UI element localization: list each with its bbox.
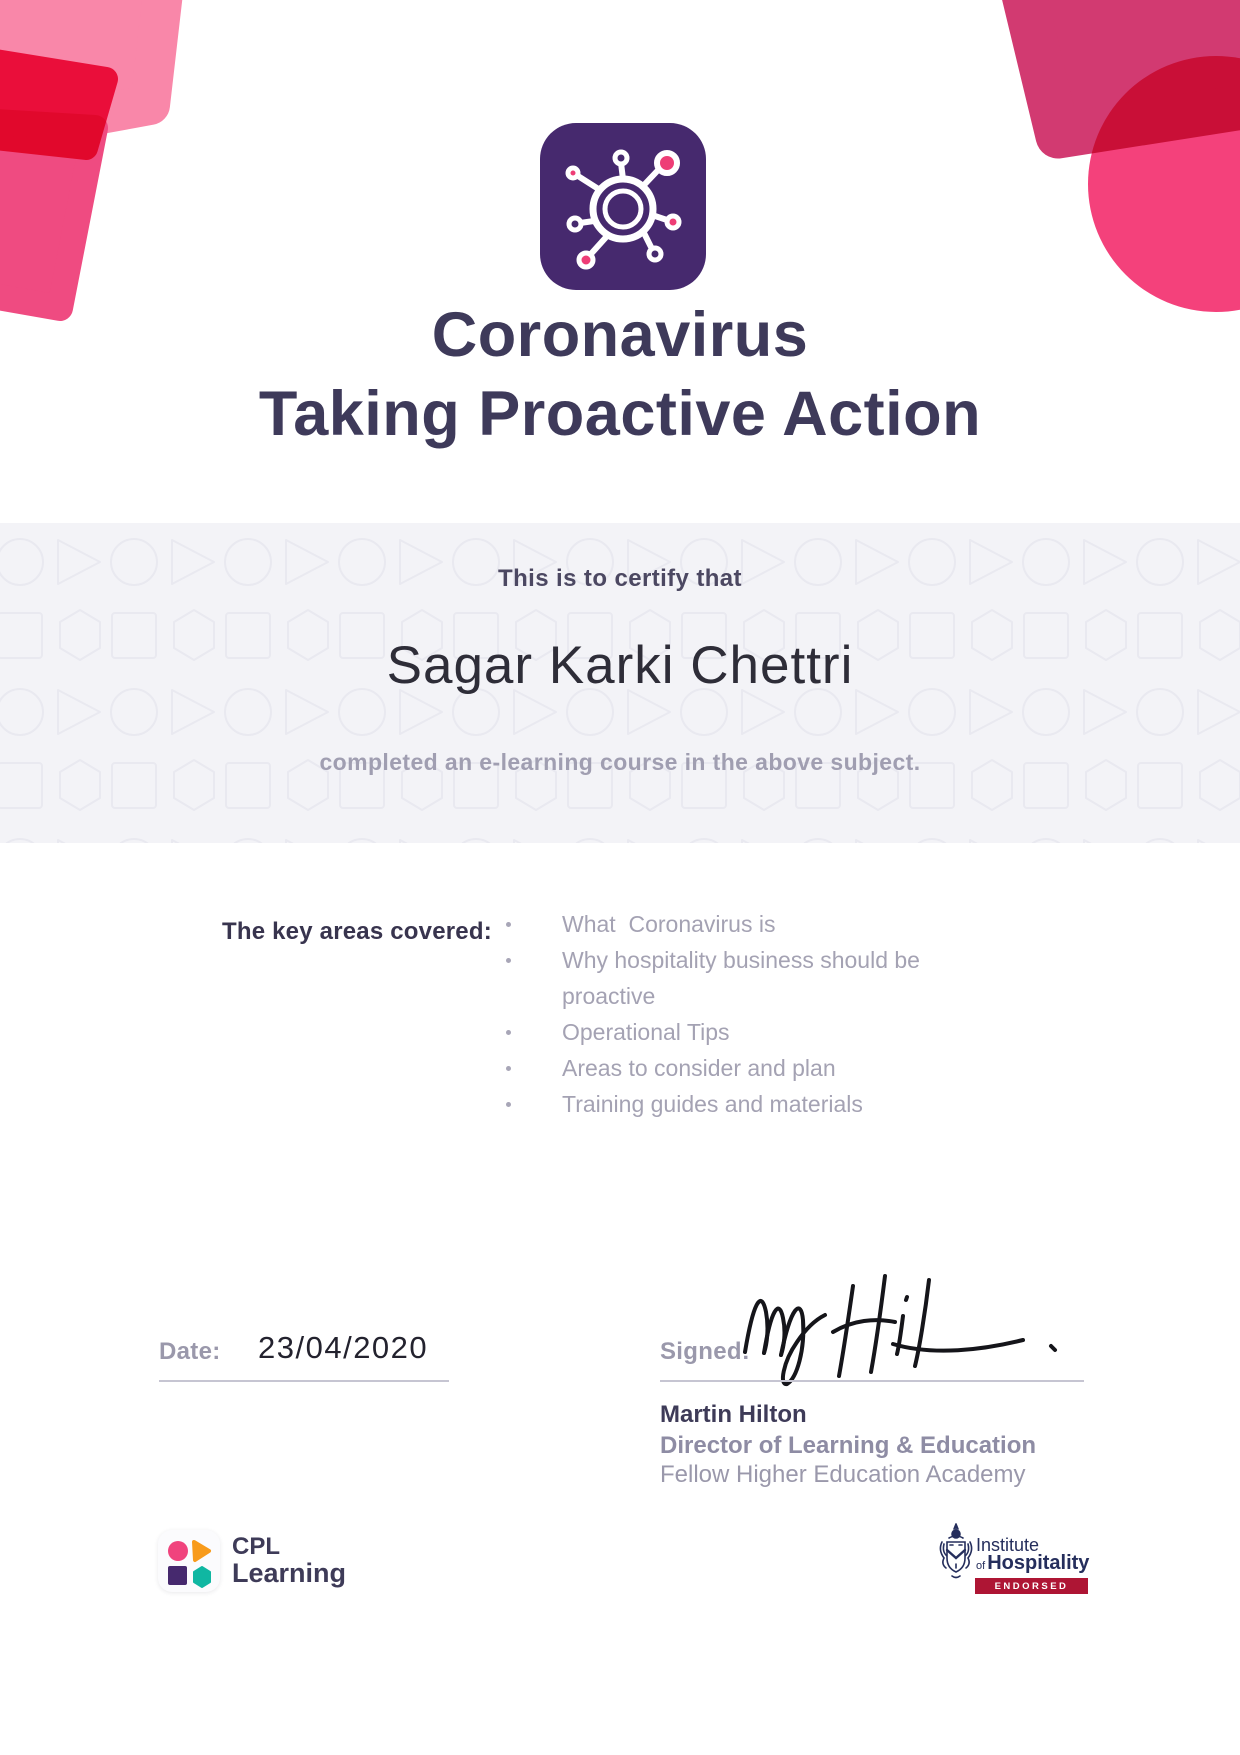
signer-fellowship: Fellow Higher Education Academy	[660, 1461, 1026, 1488]
cpl-learning-wordmark	[232, 1534, 346, 1587]
key-area-text: Training guides and materials	[562, 1091, 863, 1117]
key-area-text: Why hospitality business should be proactive	[562, 947, 927, 1009]
signer-role: Director of Learning & Education	[660, 1432, 1037, 1459]
key-area-item	[504, 1086, 924, 1122]
signature-image	[733, 1258, 1073, 1390]
bullet-icon	[506, 1102, 511, 1107]
cpl-learning-logo-tile	[158, 1530, 220, 1592]
signature-underline	[660, 1380, 1084, 1382]
certificate-title	[0, 296, 1240, 454]
certify-text: This is to certify that	[498, 565, 742, 592]
endorsed-badge: ENDORSED	[975, 1578, 1088, 1594]
bullet-icon	[506, 958, 511, 963]
key-area-item	[504, 1050, 924, 1086]
key-area-item	[504, 942, 927, 1014]
signed-label: Signed:	[660, 1338, 751, 1365]
title-line-1: Coronavirus	[431, 300, 809, 370]
key-areas-list	[504, 906, 927, 1122]
certify-band	[0, 523, 1240, 843]
key-area-text: Operational Tips	[562, 1019, 730, 1045]
key-area-text: What Coronavirus is	[562, 911, 776, 937]
institute-word-line1: Institute	[976, 1535, 1040, 1555]
institute-word-hospitality: Hospitality	[987, 1552, 1090, 1574]
date-underline	[159, 1380, 449, 1382]
bullet-icon	[506, 922, 511, 927]
institute-crest-icon	[936, 1522, 976, 1584]
key-area-item	[504, 906, 924, 942]
key-areas-label: The key areas covered:	[222, 918, 492, 945]
key-area-text: Areas to consider and plan	[562, 1055, 836, 1081]
date-label: Date:	[159, 1338, 221, 1365]
institute-word-of: of	[976, 1560, 986, 1572]
date-value: 23/04/2020	[258, 1330, 429, 1365]
institute-wordmark	[976, 1536, 1089, 1576]
cpl-word-learning: Learning	[232, 1558, 347, 1588]
corner-shapes-top-right	[1000, 0, 1240, 330]
virus-icon	[540, 123, 706, 290]
cpl-shapes-icon	[158, 1530, 220, 1592]
title-line-2: Taking Proactive Action	[258, 379, 982, 449]
signer-name: Martin Hilton	[660, 1401, 807, 1428]
recipient-name: Sagar Karki Chettri	[386, 636, 854, 695]
institute-word-line2	[976, 1554, 1089, 1576]
bullet-icon	[506, 1066, 511, 1071]
course-logo-tile	[540, 123, 706, 290]
corner-shapes-top-left	[0, 0, 230, 330]
key-area-item	[504, 1014, 924, 1050]
cpl-word-cpl: CPL	[232, 1533, 280, 1560]
bullet-icon	[506, 1030, 511, 1035]
completion-text: completed an e-learning course in the above subject.	[319, 749, 921, 775]
